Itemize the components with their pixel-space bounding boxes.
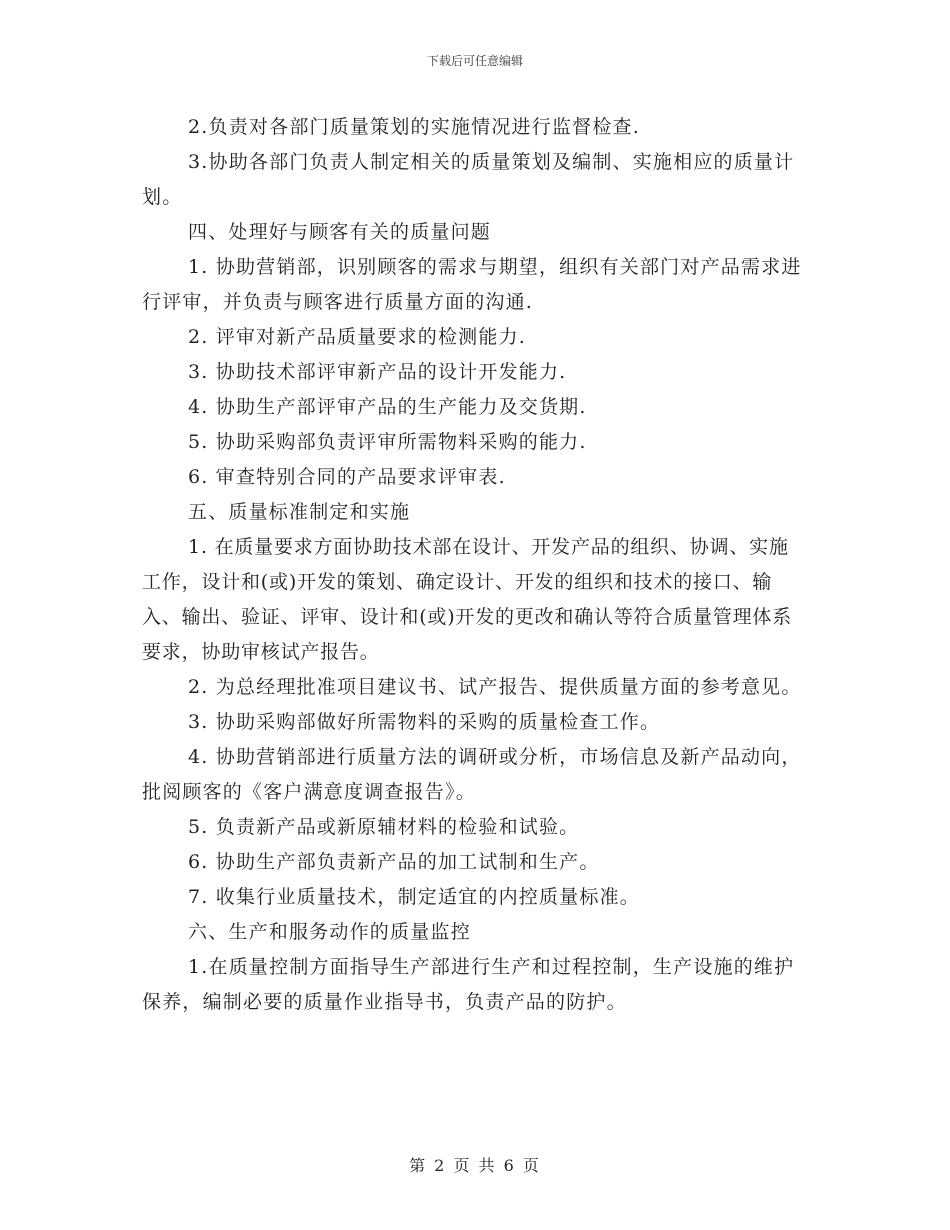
paragraph-duty-3-quality-planning: 3.协助各部门负责人制定相关的质量策划及编制、实施相应的质量计划。 — [142, 151, 795, 208]
paragraph-customer-2: 2. 评审对新产品质量要求的检测能力. — [188, 326, 527, 348]
header-note: 下载后可任意编辑 — [426, 54, 523, 68]
paragraph-standards-2: 2. 为总经理批准项目建议书、试产报告、提供质量方面的参考意见。 — [188, 676, 802, 698]
paragraph-standards-4: 4. 协助营销部进行质量方法的调研或分析，市场信息及新产品动向，批阅顾客的《客户满意度调查报告》。 — [142, 746, 802, 803]
paragraph-standards-3: 3. 协助采购部做好所需物料的采购的质量检查工作。 — [188, 711, 661, 733]
document-body — [142, 110, 808, 1020]
paragraph-duty-2-supervision: 2.负责对各部门质量策划的实施情况进行监督检查. — [188, 116, 640, 138]
paragraph-production-1: 1.在质量控制方面指导生产部进行生产和过程控制，生产设施的维护保养，编制必要的质量作业指导书，负责产品的防护。 — [142, 956, 795, 1013]
section-heading-production-monitoring: 六、生产和服务动作的质量监控 — [188, 921, 471, 943]
paragraph-customer-1: 1. 协助营销部，识别顾客的需求与期望，组织有关部门对产品需求进行评审，并负责与顾客进行质量方面的沟通. — [142, 256, 802, 313]
section-heading-quality-standards: 五、质量标准制定和实施 — [188, 501, 411, 523]
paragraph-customer-6: 6. 审查特别合同的产品要求评审表. — [188, 466, 506, 488]
paragraph-customer-4: 4. 协助生产部评审产品的生产能力及交货期. — [188, 396, 587, 418]
paragraph-standards-6: 6. 协助生产部负责新产品的加工试制和生产。 — [188, 851, 600, 873]
paragraph-standards-1: 1. 在质量要求方面协助技术部在设计、开发产品的组织、协调、实施工作，设计和(或)开发的策划、确定设计、开发的组织和技术的接口、输入、输出、验证、评审、设计和(或)开发的更改和确认等符合质量管理体系要求，协助审核试产报告。 — [142, 536, 793, 663]
paragraph-customer-3: 3. 协助技术部评审新产品的设计开发能力. — [188, 361, 567, 383]
paragraph-customer-5: 5. 协助采购部负责评审所需物料采购的能力. — [188, 431, 587, 453]
paragraph-standards-5: 5. 负责新产品或新原辅材料的检验和试验。 — [188, 816, 580, 838]
paragraph-standards-7: 7. 收集行业质量技术，制定适宜的内控质量标准。 — [188, 886, 640, 908]
section-heading-customer-quality: 四、处理好与顾客有关的质量问题 — [188, 221, 492, 243]
page-number-footer: 第 2 页 共 6 页 — [409, 1156, 541, 1175]
